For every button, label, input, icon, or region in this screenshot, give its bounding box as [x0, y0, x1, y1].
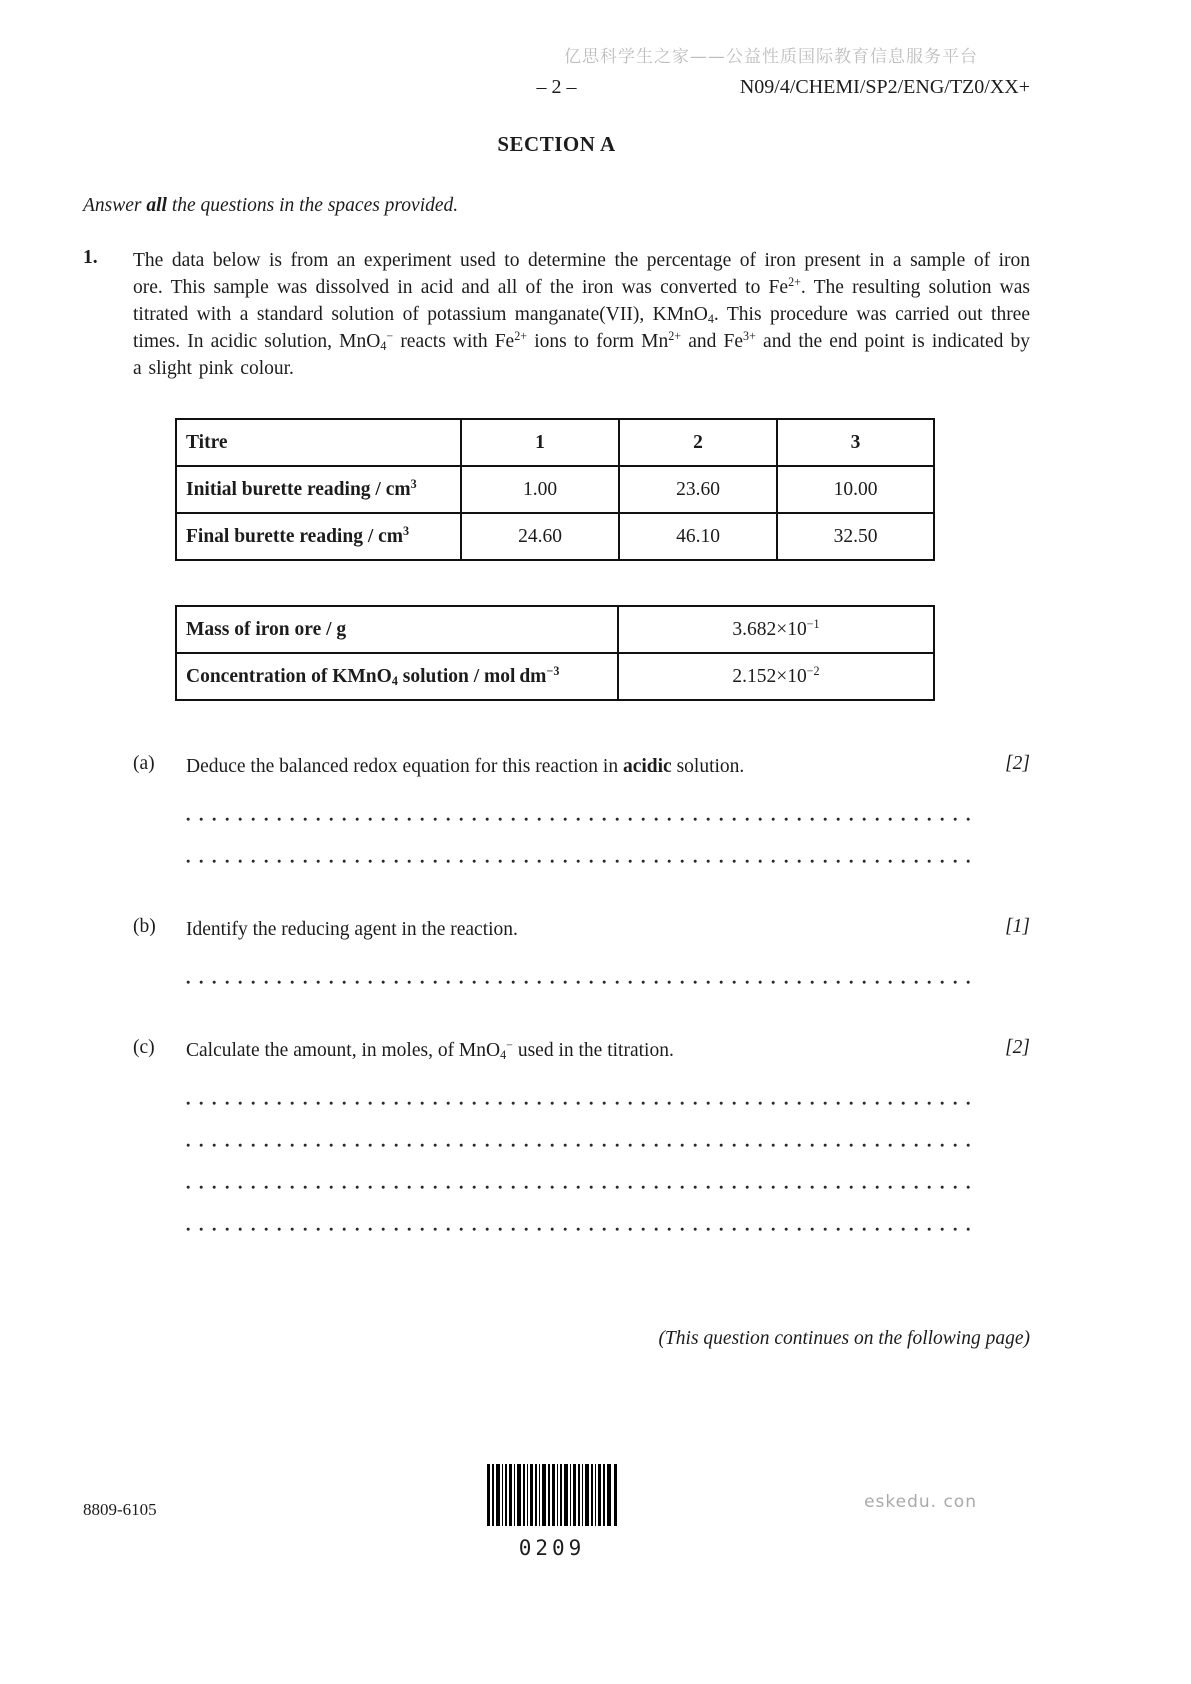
concentration-value: $2.152\times 10^{-2}$: [618, 653, 934, 700]
titre-table-header-row: [176, 419, 934, 466]
answer-dotted-line: [186, 817, 970, 822]
answer-dotted-line: [186, 1185, 970, 1190]
part-b-answer-area: [186, 980, 1030, 985]
titre-header-label: Titre: [176, 419, 461, 466]
concentration-label: Concentration of KMnO$_4$ solution / mol $dm^{-3}$: [176, 653, 618, 700]
titre-col-2: 2: [619, 419, 777, 466]
barcode-image: [487, 1464, 617, 1526]
question-1: [83, 247, 1030, 382]
question-body: The data below is from an experiment used to determine the percentage of iron present in a sample of iron ore. This sample was dissolved in acid and all of the iron was converted to $Fe^{2+}$. The resulting solution was titrated with a standard solution of potassium manganate(VII), KMnO$_4$. This procedure was carried out three times. In acidic solution, MnO$_4$− reacts with $Fe^{2+}$ ions to form $Mn^{2+}$ and $Fe^{3+}$ and the end point is indicated by a slight pink colour.: [133, 250, 1031, 379]
final-reading-label: Final burette reading / $cm^3$: [176, 513, 461, 560]
part-a-prompt: Deduce the balanced redox equation for this reaction in acidic solution.: [186, 756, 745, 777]
part-a-letter: (a): [133, 753, 155, 774]
paper-code: N09/4/CHEMI/SP2/ENG/TZ0/XX+: [739, 76, 1030, 98]
part-b-letter: (b): [133, 916, 156, 937]
instructions-line: Answer all the questions in the spaces provided.: [83, 195, 459, 216]
footer-site-mark: eskedu. con: [864, 1492, 977, 1512]
answer-dotted-line: [186, 1227, 970, 1232]
section-title: SECTION A: [497, 132, 616, 156]
final-reading-1: 24.60: [461, 513, 619, 560]
final-reading-3: 32.50: [777, 513, 934, 560]
page-number: – 2 –: [536, 76, 577, 98]
sample-data-table: [175, 605, 935, 701]
initial-reading-1: 1.00: [461, 466, 619, 513]
question-number: 1.: [83, 247, 98, 268]
answer-dotted-line: [186, 1143, 970, 1148]
barcode-number: 0209: [518, 1536, 586, 1560]
initial-reading-3: 10.00: [777, 466, 934, 513]
watermark-text: 亿思科学生之家——公益性质国际教育信息服务平台: [564, 47, 978, 67]
footer-barcode: [487, 1464, 617, 1560]
titre-table: [175, 418, 935, 561]
continuation-note: (This question continues on the following page): [658, 1328, 1030, 1349]
part-b: [133, 916, 1030, 943]
part-a-answer-area: [186, 817, 1030, 864]
footer-doc-code: 8809-6105: [83, 1500, 157, 1519]
final-reading-2: 46.10: [619, 513, 777, 560]
initial-reading-label: Initial burette reading / $cm^3$: [176, 466, 461, 513]
mass-label: Mass of iron ore / g: [176, 606, 618, 653]
mass-value: $3.682\times 10^{-1}$: [618, 606, 934, 653]
initial-reading-row: [176, 466, 934, 513]
mass-row: [176, 606, 934, 653]
part-b-prompt: Identify the reducing agent in the reaction.: [186, 919, 518, 940]
initial-reading-2: 23.60: [619, 466, 777, 513]
part-c-marks: [2]: [1005, 1037, 1030, 1058]
part-c-answer-area: [186, 1101, 1030, 1232]
part-c-letter: (c): [133, 1037, 155, 1058]
final-reading-row: [176, 513, 934, 560]
part-c: [133, 1037, 1030, 1064]
part-a: [133, 753, 1030, 780]
page-header: [83, 76, 1030, 102]
concentration-row: [176, 653, 934, 700]
part-b-marks: [1]: [1005, 916, 1030, 937]
answer-dotted-line: [186, 859, 970, 864]
titre-col-1: 1: [461, 419, 619, 466]
answer-dotted-line: [186, 980, 970, 985]
part-c-prompt: Calculate the amount, in moles, of MnO$_4$− used in the titration.: [186, 1038, 674, 1063]
part-a-marks: [2]: [1005, 753, 1030, 774]
answer-dotted-line: [186, 1101, 970, 1106]
titre-col-3: 3: [777, 419, 934, 466]
